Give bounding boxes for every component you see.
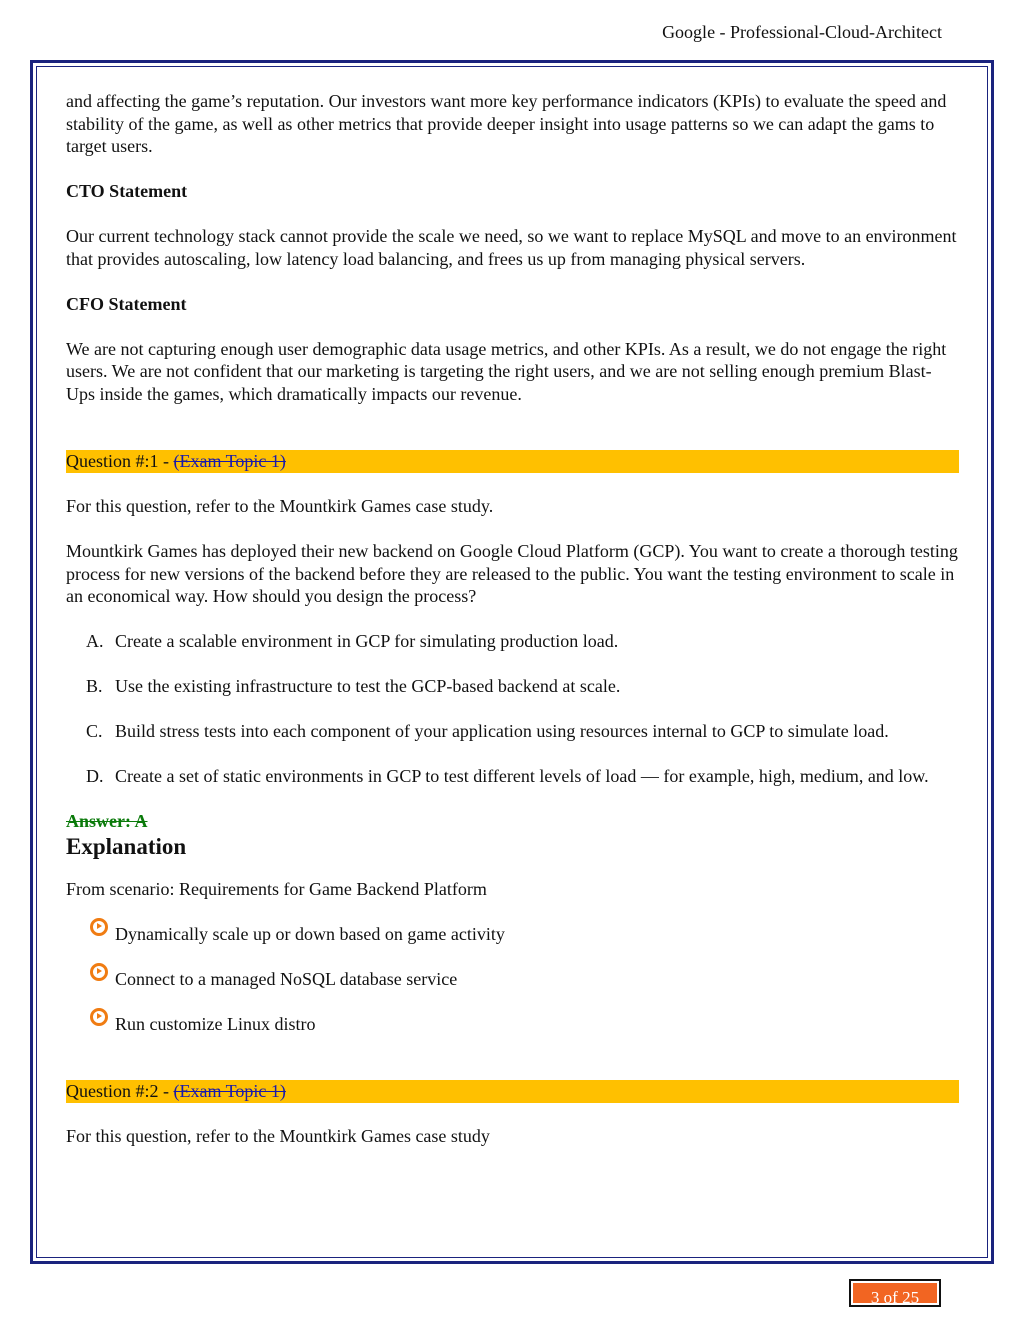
question-1-label: Question #:1 - — [66, 451, 174, 471]
option-c — [66, 720, 959, 743]
option-text: Create a scalable environment in GCP for simulating production load. — [115, 631, 619, 651]
orange-circle-arrow-icon — [90, 963, 108, 981]
question-1-options — [66, 630, 959, 788]
orange-circle-arrow-icon — [90, 918, 108, 936]
option-text: Use the existing infrastructure to test the GCP-based backend at scale. — [115, 676, 621, 696]
question-2-topic-link[interactable]: (Exam Topic 1) — [173, 1081, 286, 1101]
bullet-text: Run customize Linux distro — [115, 1013, 316, 1034]
option-text: Build stress tests into each component of your application using resources internal to GCP to simulate load. — [115, 721, 889, 741]
option-a — [66, 630, 959, 653]
running-header: Google - Professional-Cloud-Architect — [662, 22, 942, 42]
bullet-item — [66, 1013, 959, 1036]
explanation-intro: From scenario: Requirements for Game Backend Platform — [66, 878, 487, 899]
explanation-bullets — [66, 923, 959, 1036]
option-letter: A. — [86, 631, 104, 651]
cfo-heading: CFO Statement — [66, 293, 187, 314]
bullet-item — [66, 923, 959, 946]
question-1-topic-link[interactable]: (Exam Topic 1) — [173, 451, 286, 471]
question-1-bar — [66, 450, 959, 473]
question-2-bar — [66, 1080, 959, 1103]
option-d — [66, 765, 959, 788]
question-1-body: Mountkirk Games has deployed their new backend on Google Cloud Platform (GCP). You want to create a thorough testing process for new versions of the backend before they are released to the public. You want the testing environment to scale in an economical way. How should you design the process? — [66, 541, 958, 606]
intro-paragraph: and affecting the game’s reputation. Our investors want more key performance indicators (KPIs) to evaluate the speed and stability of the game, as well as other metrics that provide deeper insight into usage patterns so we can adapt the gams to target users. — [66, 91, 947, 156]
option-letter: B. — [86, 676, 103, 696]
cto-heading: CTO Statement — [66, 181, 188, 201]
explanation-heading: Explanation — [66, 833, 187, 859]
page-number-box — [849, 1279, 941, 1307]
option-b — [66, 675, 959, 698]
question-2-refer: For this question, refer to the Mountkirk Games case study — [66, 1126, 490, 1146]
option-letter: C. — [86, 721, 103, 741]
option-letter: D. — [86, 766, 104, 786]
page-content — [66, 90, 959, 1148]
bullet-text: Dynamically scale up or down based on game activity — [115, 923, 505, 944]
question-1-refer: For this question, refer to the Mountkirk Games case study. — [66, 496, 494, 516]
bullet-text: Connect to a managed NoSQL database service — [115, 968, 458, 989]
cto-paragraph: Our current technology stack cannot provide the scale we need, so we want to replace MySQL and move to an environment that provides autoscaling, low latency load balancing, and frees us up from managing physical servers. — [66, 226, 957, 269]
answer-text: Answer: A — [66, 811, 148, 831]
question-2-label: Question #:2 - — [66, 1081, 174, 1101]
cfo-paragraph: We are not capturing enough user demographic data usage metrics, and other KPIs. As a result, we do not engage the right users. We are not confident that our marketing is targeting the right users, and we are not selling enough premium Blast-Ups inside the games, which dramatically impacts our revenue. — [66, 338, 947, 404]
orange-circle-arrow-icon — [90, 1008, 108, 1026]
page-number: 3 of 25 — [853, 1283, 937, 1303]
option-text: Create a set of static environments in GCP to test different levels of load — for example, high, medium, and low. — [115, 766, 929, 786]
bullet-item — [66, 968, 959, 991]
